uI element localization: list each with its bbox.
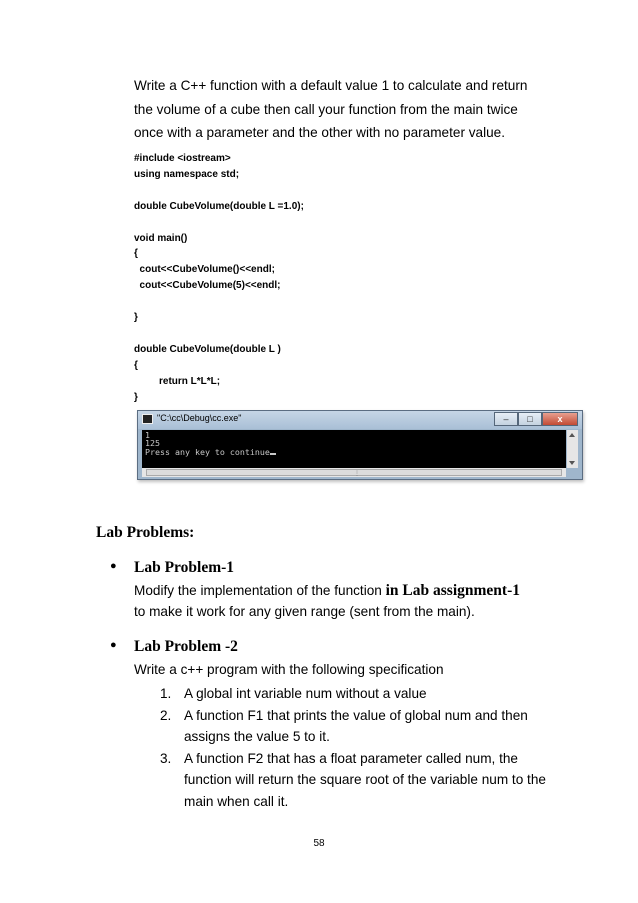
list-number: 1. <box>160 686 172 701</box>
page-number: 58 <box>313 838 325 849</box>
lab-problems-heading: Lab Problems: <box>96 524 195 541</box>
code-listing: #include <iostream> using namespace std; double CubeVolume(double L =1.0); void main() { cout<<CubeVolume()<<endl; cout<<CubeVolume(5)<<endl; } double CubeVolume(double L ) { return L*L*L; } <box>134 153 304 403</box>
intro-line: the volume of a cube then call your function from the main twice <box>134 101 518 117</box>
console-titlebar[interactable] <box>138 411 582 429</box>
scroll-up-arrow-icon[interactable] <box>569 433 575 437</box>
window-controls <box>494 412 578 426</box>
grip-icon: ⋮ <box>354 471 360 477</box>
list-item-text: A function F1 that prints the value of global num and then assigns the value 5 to it. <box>184 707 528 745</box>
list-item <box>160 748 550 813</box>
minimize-button[interactable]: – <box>494 412 518 426</box>
specification-list <box>160 683 550 813</box>
lab-problem-text <box>134 580 584 622</box>
assignment-description <box>134 74 554 145</box>
list-number: 3. <box>160 750 172 766</box>
list-item-text: A function F2 that has a float parameter called num, the function will return the square root of the variable num to the main when call it. <box>184 750 546 809</box>
intro-line: once with a parameter and the other with no parameter value. <box>134 125 506 140</box>
maximize-button[interactable]: □ <box>518 412 542 426</box>
console-app-icon <box>142 414 153 424</box>
bullet-icon: ● <box>110 639 117 651</box>
text-segment: Modify the implementation of the function <box>134 583 386 598</box>
vertical-scrollbar[interactable] <box>567 430 578 468</box>
console-title: "C:\cc\Debug\cc.exe" <box>157 413 242 423</box>
scrollbar-thumb[interactable] <box>146 469 562 476</box>
list-item-text: A global int variable num without a value <box>184 686 427 701</box>
text-line: to make it work for any given range (sent from the main). <box>134 604 475 619</box>
console-screen[interactable] <box>142 430 566 468</box>
bullet-icon: ● <box>110 560 117 572</box>
text-line: Write a c++ program with the following specification <box>134 662 444 677</box>
console-window[interactable] <box>137 410 583 480</box>
list-item <box>160 683 550 705</box>
bold-reference: in Lab assignment-1 <box>385 582 520 599</box>
list-item <box>160 705 550 748</box>
horizontal-scrollbar[interactable] <box>142 468 566 477</box>
lab-problem-title: Lab Problem -2 <box>134 638 238 655</box>
scroll-down-arrow-icon[interactable] <box>569 461 575 465</box>
close-button[interactable]: x <box>542 412 578 426</box>
list-number: 2. <box>160 707 172 723</box>
console-output: 1 125 Press any key to continue <box>145 430 270 457</box>
cursor-icon <box>270 453 276 455</box>
lab-problem-title: Lab Problem-1 <box>134 559 235 576</box>
lab-problem-text <box>134 659 584 680</box>
intro-line: Write a C++ function with a default value 1 to calculate and return <box>134 78 528 93</box>
